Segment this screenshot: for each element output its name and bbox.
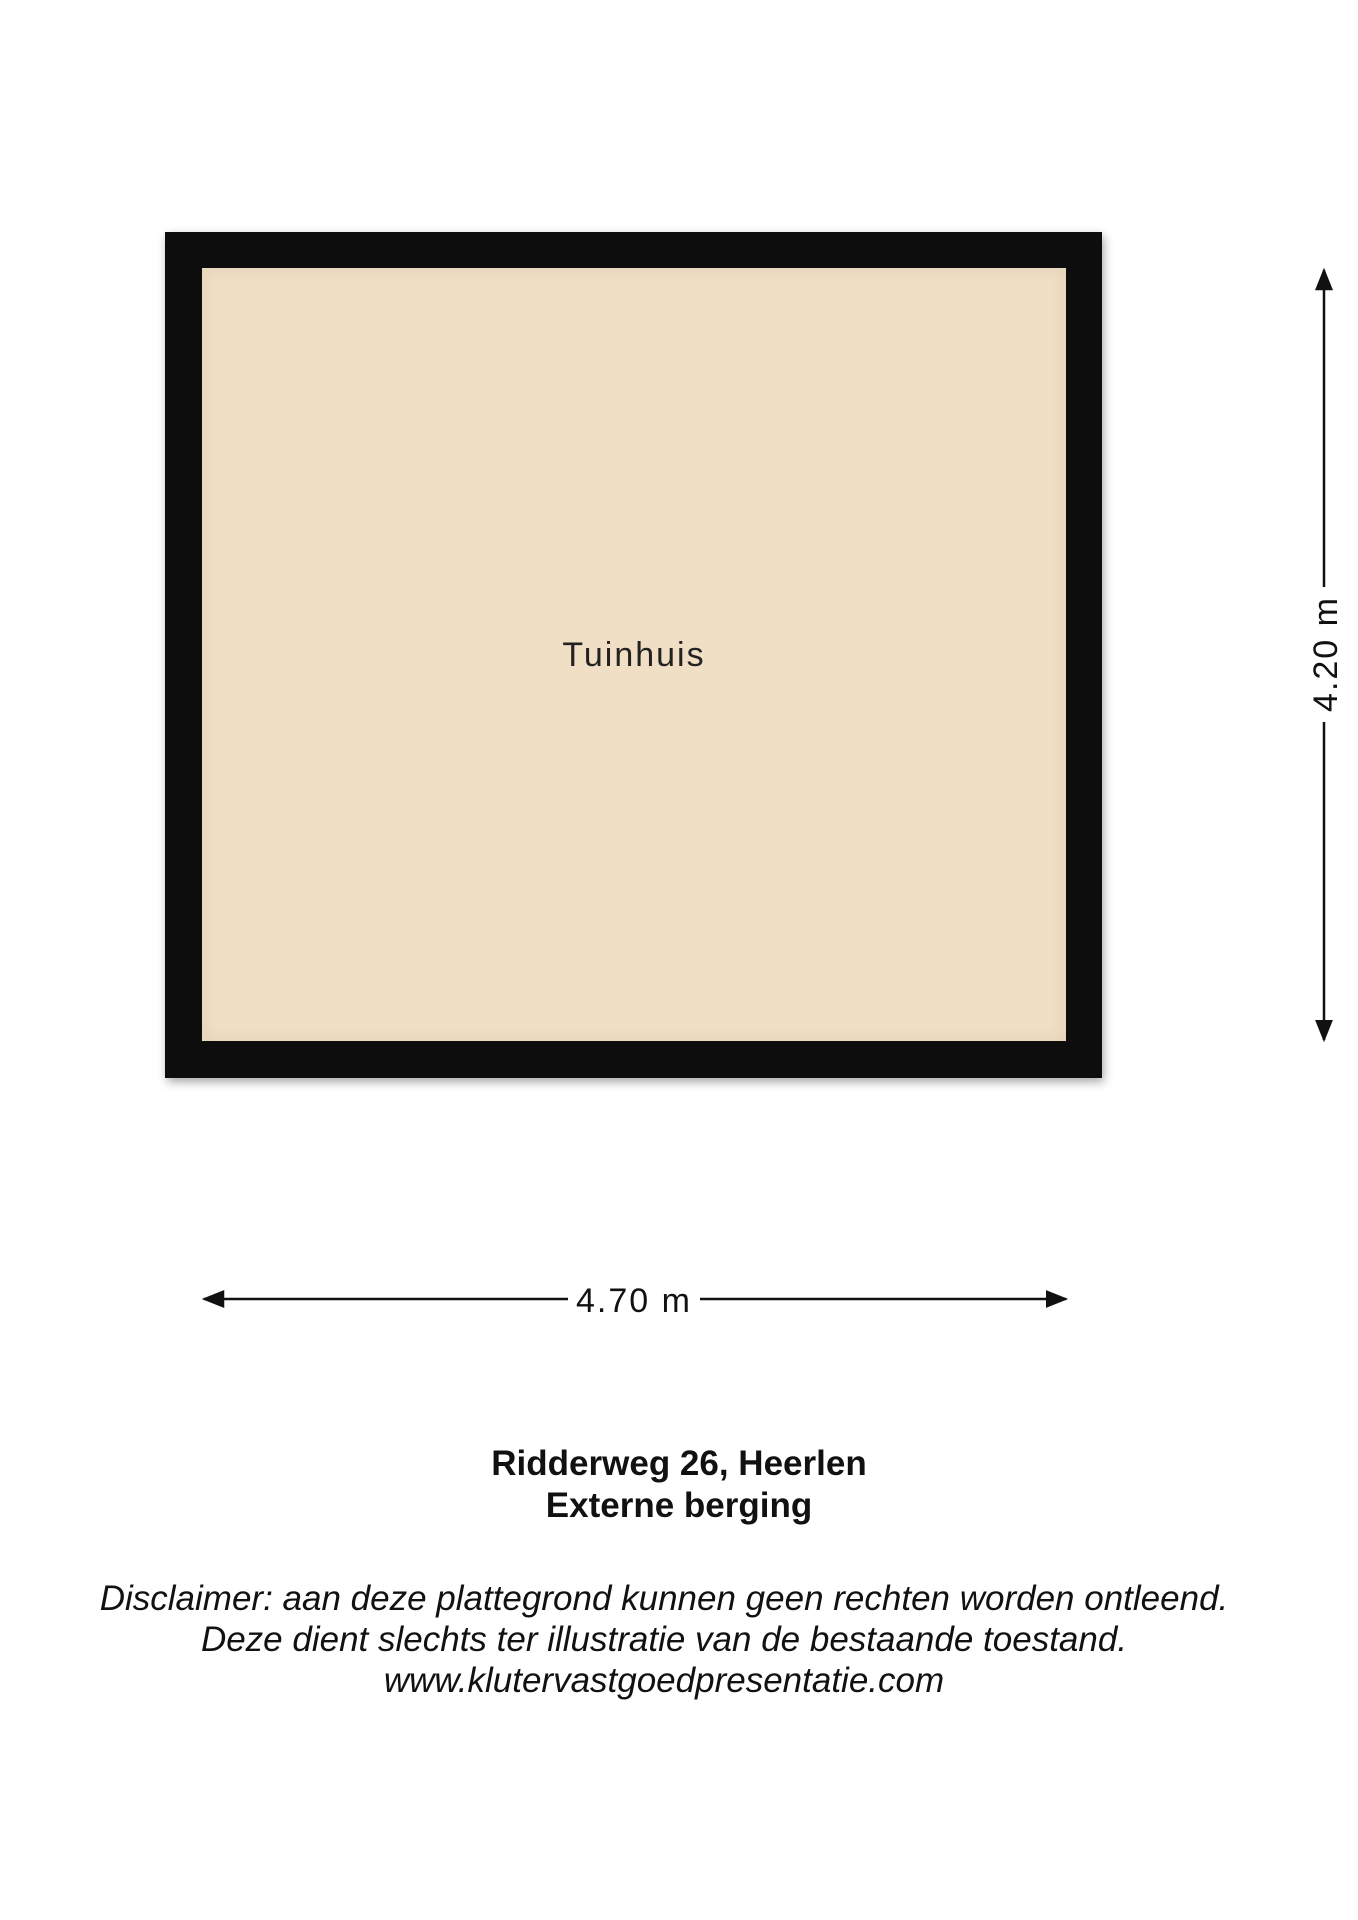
caption-subtitle: Externe berging (545, 1486, 813, 1525)
disclaimer (0, 1578, 1358, 1701)
disclaimer-line-2: Deze dient slechts ter illustratie van de bestaande toestand. (200, 1620, 1128, 1659)
disclaimer-line-1: Disclaimer: aan deze plattegrond kunnen geen rechten worden ontleend. (99, 1579, 1229, 1618)
width-dimension (204, 1282, 1066, 1320)
room-label: Tuinhuis (562, 636, 706, 674)
caption-address: Ridderweg 26, Heerlen (491, 1444, 867, 1483)
caption (0, 1443, 1358, 1527)
disclaimer-line-3: www.klutervastgoedpresentatie.com (383, 1661, 945, 1700)
height-dimension (1307, 270, 1345, 1040)
width-dimension-label: 4.70 m (576, 1282, 692, 1320)
height-dimension-label: 4.20 m (1307, 596, 1345, 712)
